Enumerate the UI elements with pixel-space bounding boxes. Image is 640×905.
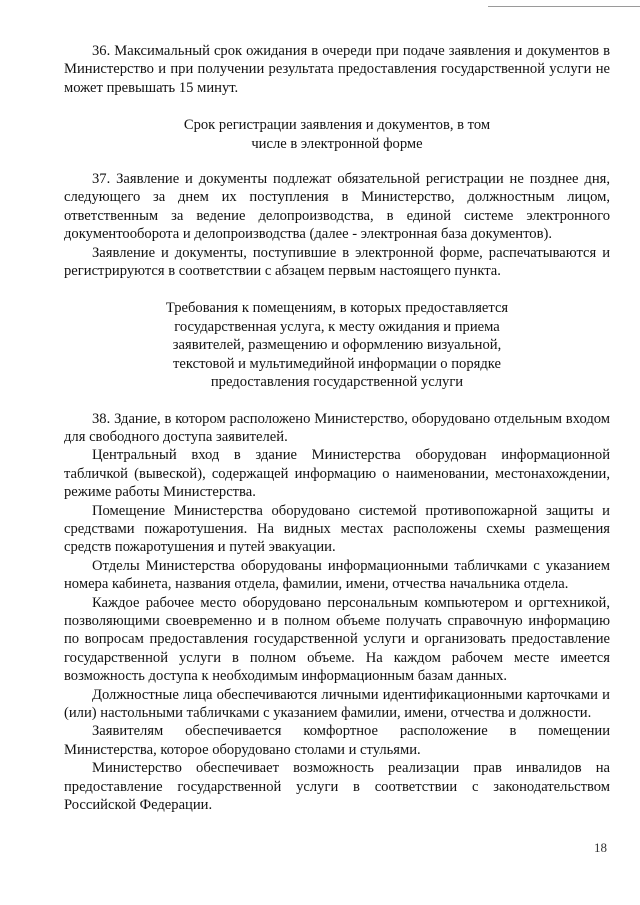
top-rule [488, 6, 640, 7]
section-heading-registration: Срок регистрации заявления и документов, в том числе в электронной форме [183, 117, 491, 152]
paragraph-36: 36. Максимальный срок ожидания в очереди при подаче заявления и документов в Министерство и при получении результата предоставления государственной услуги не может превышать 15 минут. [64, 43, 610, 96]
paragraph-37-continued: Заявление и документы, поступившие в электронной форме, распечатываются и регистрируются в соответствии с абзацем первым настоящего пункта. [64, 244, 610, 280]
document-body [64, 42, 610, 814]
paragraph-38-fire-safety: Помещение Министерства оборудовано системой противопожарной защиты и средствами пожаротушения. На видных местах расположены схемы размещения средств пожаротушения и путей эвакуации. [64, 502, 610, 556]
paragraph-38-department-signs: Отделы Министерства оборудованы информационными табличками с указанием номера кабинета, названия отдела, фамилии, имени, отчества начальника отдела. [64, 557, 610, 593]
section-heading-premises: Требования к помещениям, в которых предоставляется государственная услуга, к месту ожидания и приема заявителей, размещению и оформлению визуальной, текстовой и мультимедийной информации о порядке предоставления государственной услуги [165, 300, 509, 391]
paragraph-38: 38. Здание, в котором расположено Министерство, оборудовано отдельным входом для свободного доступа заявителей. [64, 410, 610, 445]
page-number: 18 [594, 840, 607, 855]
paragraph-38-entrance: Центральный вход в здание Министерства оборудован информационной табличкой (вывеской), содержащей информацию о наименовании, местонахождении, режиме работы Министерства. [64, 447, 610, 501]
paragraph-38-seating: Заявителям обеспечивается комфортное расположение в помещении Министерства, которое оборудовано столами и стульями. [64, 723, 610, 758]
paragraph-38-accessibility: Министерство обеспечивает возможность реализации прав инвалидов на предоставление государственной услуги в соответствии с законодательством Российской Федерации. [64, 760, 610, 814]
paragraph-37: 37. Заявление и документы подлежат обязательной регистрации не позднее дня, следующего за днем их поступления в Министерство, должностным лицом, ответственным за ведение делопроизводства, в единой системе электронного документооборота и делопроизводства (далее - электронная база документов). [64, 171, 610, 243]
paragraph-38-workplaces: Каждое рабочее место оборудовано персональным компьютером и оргтехникой, позволяющими своевременно и в полном объеме получать справочную информацию по вопросам предоставления государственной услуги и организовать предоставление государственной услуги в полном объеме. На каждом рабочем месте имеется возможность доступа к необходимым информационным базам данных. [64, 594, 610, 685]
paragraph-38-id-cards: Должностные лица обеспечиваются личными идентификационными карточками и (или) настольными табличками с указанием фамилии, имени, отчества и должности. [64, 686, 610, 721]
